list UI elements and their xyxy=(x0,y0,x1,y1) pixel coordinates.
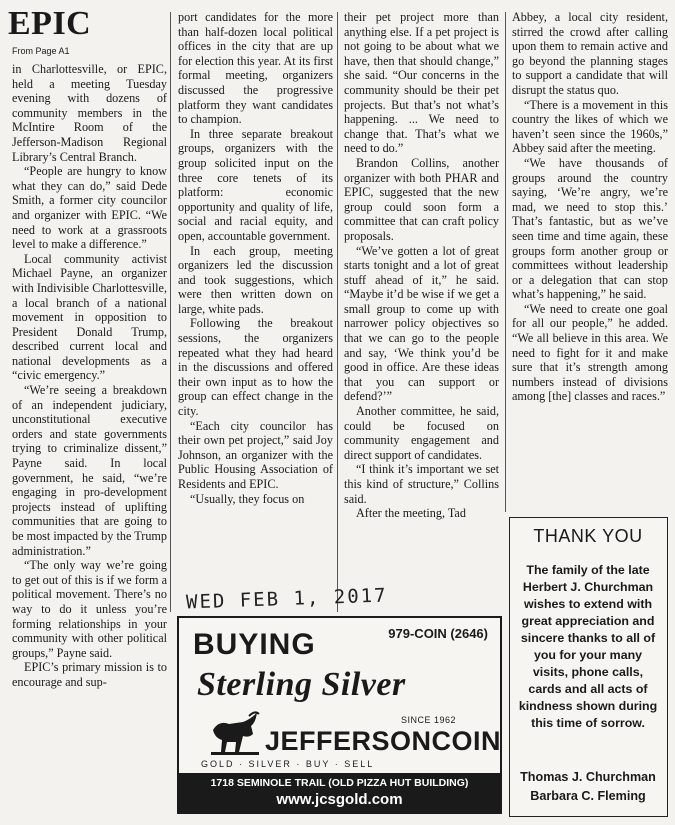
paragraph: In three separate breakout groups, organizers with the group solicited input on the three core tenets of its platform: economic opportunity and quality of life, social and racial equity, and open, accountable government. xyxy=(178,126,333,243)
paragraph: port candidates for the more than half-dozen local political offices in the city that are up for election this year. At its first formal meeting, organizers discussed the progressive platform they want candidates to champion. xyxy=(178,10,333,127)
column-rule xyxy=(505,12,506,512)
paragraph: Brandon Collins, another organizer with both PHAR and EPIC, suggested that the new group could soon form a committee that can craft policy proposals. xyxy=(344,155,499,243)
article-column-4 xyxy=(512,10,668,404)
paragraph: their pet project more than anything else. If a pet project is not going to be about what we have, then that should change,” she said. “Our concerns in the community should be their pet projects. But that’s not what’s happening. ... We need to change that. That’s what we need to do.” xyxy=(344,10,499,156)
column-rule xyxy=(170,12,171,612)
thank-you-notice xyxy=(509,517,668,817)
bull-icon xyxy=(209,708,261,756)
thank-you-body: The family of the late Herbert J. Churchman wishes to extend with great appreciation and sincere thanks to all of you for your many visits, phone calls, cards and all acts of kindness shown during this time of sorrow. xyxy=(518,563,658,730)
paragraph: “We’re seeing a breakdown of an independent judiciary, unconstitutional executive orders and state governments trying to criminalize dissent,” Payne said. In local government, he said, “we’re engaging in pro-development projects instead of uplifting communities that are going to be most impacted by the Trump administration.” xyxy=(12,383,167,558)
ad-phone-number: 979-COIN (2646) xyxy=(388,626,488,641)
paragraph: Local community activist Michael Payne, an organizer with Indivisible Charlottesville, a local branch of a national movement in opposition to President Donald Trump, described current local and national developments as a “civic emergency.” xyxy=(12,251,167,383)
ad-address: 1718 SEMINOLE TRAIL (OLD PIZZA HUT BUILDING) xyxy=(210,777,469,789)
paragraph: “We have thousands of groups around the country saying, ‘We’re angry, we’re mad, we need to stop this.’ That’s fantastic, but as we’ve seen time and time again, these groups form another group or committees without leadership or a delegation that can stop what’s happening,” he said. xyxy=(512,155,668,302)
ad-product: Sterling Silver xyxy=(197,666,406,703)
paragraph: “The only way we’re going to get out of this is if we form a political movement. There’s no way to do it unless you’re forming relationships in your community with other political groups,” Payne said. xyxy=(12,558,167,660)
paragraph: “There is a movement in this country the likes of which we haven’t seen since the 1960s,” Abbey said after the meeting. xyxy=(512,97,668,156)
ad-services: GOLD · SILVER · BUY · SELL xyxy=(201,759,375,769)
paragraph: in Charlottesville, or EPIC, held a meeting Tuesday evening with dozens of community members in the McIntire Room of the Jefferson-Madison Regional Library’s Central Branch. xyxy=(12,62,167,164)
paragraph: “We’ve gotten a lot of great starts tonight and a lot of great stuff ahead of it,” he said. “Maybe it’d be wise if we get a small group to come up with narrower policy objectives so that we can go to the people and say, ‘We think you’d be good in office. Are these ideas that you can support or defend?’” xyxy=(344,243,499,404)
ad-buying-text: BUYING xyxy=(193,628,316,661)
ad-brand-name: JEFFERSONCOIN xyxy=(265,726,502,756)
ad-since-year: SINCE 1962 xyxy=(400,715,456,725)
paragraph: In each group, meeting organizers led the discussion and took suggestions, which were then written down on large, white pads. xyxy=(178,243,333,316)
ad-website: www.jcsgold.com xyxy=(276,791,403,808)
paragraph: “Each city councilor has their own pet project,” said Joy Johnson, an organizer with the Public Housing Association of Residents and EPIC. xyxy=(178,418,333,491)
paragraph: “Usually, they focus on xyxy=(190,491,305,506)
article-headline: EPIC xyxy=(8,5,92,42)
paragraph: “People are hungry to know what they can do,” said Dede Smith, a former city councilor and organizer with EPIC. “We need to work at a grassroots level to make a difference.” xyxy=(12,164,167,252)
paragraph: “I think it’s important we set this kind of structure,” Collins said. xyxy=(344,462,499,506)
article-column-3 xyxy=(344,10,499,521)
jump-line: From Page A1 xyxy=(12,46,70,56)
paragraph: “We need to create one goal for all our people,” he added. “We all believe in this area. We need to fight for it and make sure that it’s strength among numbers instead of divisions among [the] classes and races.” xyxy=(512,301,668,404)
silver-advertisement xyxy=(177,616,502,814)
signer-name: Barbara C. Fleming xyxy=(530,789,646,803)
article-column-1 xyxy=(12,62,167,690)
paragraph: Abbey, a local city resident, stirred the crowd after calling upon them to remain active and go beyond the planning stages to support a candidate that will disrupt the status quo. xyxy=(512,10,668,97)
thank-you-signers xyxy=(510,768,666,806)
paragraph: Another committee, he said, could be focused on community engagement and direct support of candidates. xyxy=(344,404,499,462)
paragraph: Following the breakout sessions, the organizers repeated what they had heard in the discussions and offered their own input as to how the group can effect change in the city. xyxy=(178,316,333,419)
signer-name: Thomas J. Churchman xyxy=(520,770,656,784)
paragraph: EPIC’s primary mission is to encourage and sup- xyxy=(12,660,167,689)
handwritten-date: WED FEB 1, 2017 xyxy=(185,584,388,614)
column-rule xyxy=(337,12,338,612)
thank-you-title: THANK YOU xyxy=(533,526,643,546)
article-column-2 xyxy=(178,10,333,506)
paragraph: After the meeting, Tad xyxy=(356,506,466,521)
